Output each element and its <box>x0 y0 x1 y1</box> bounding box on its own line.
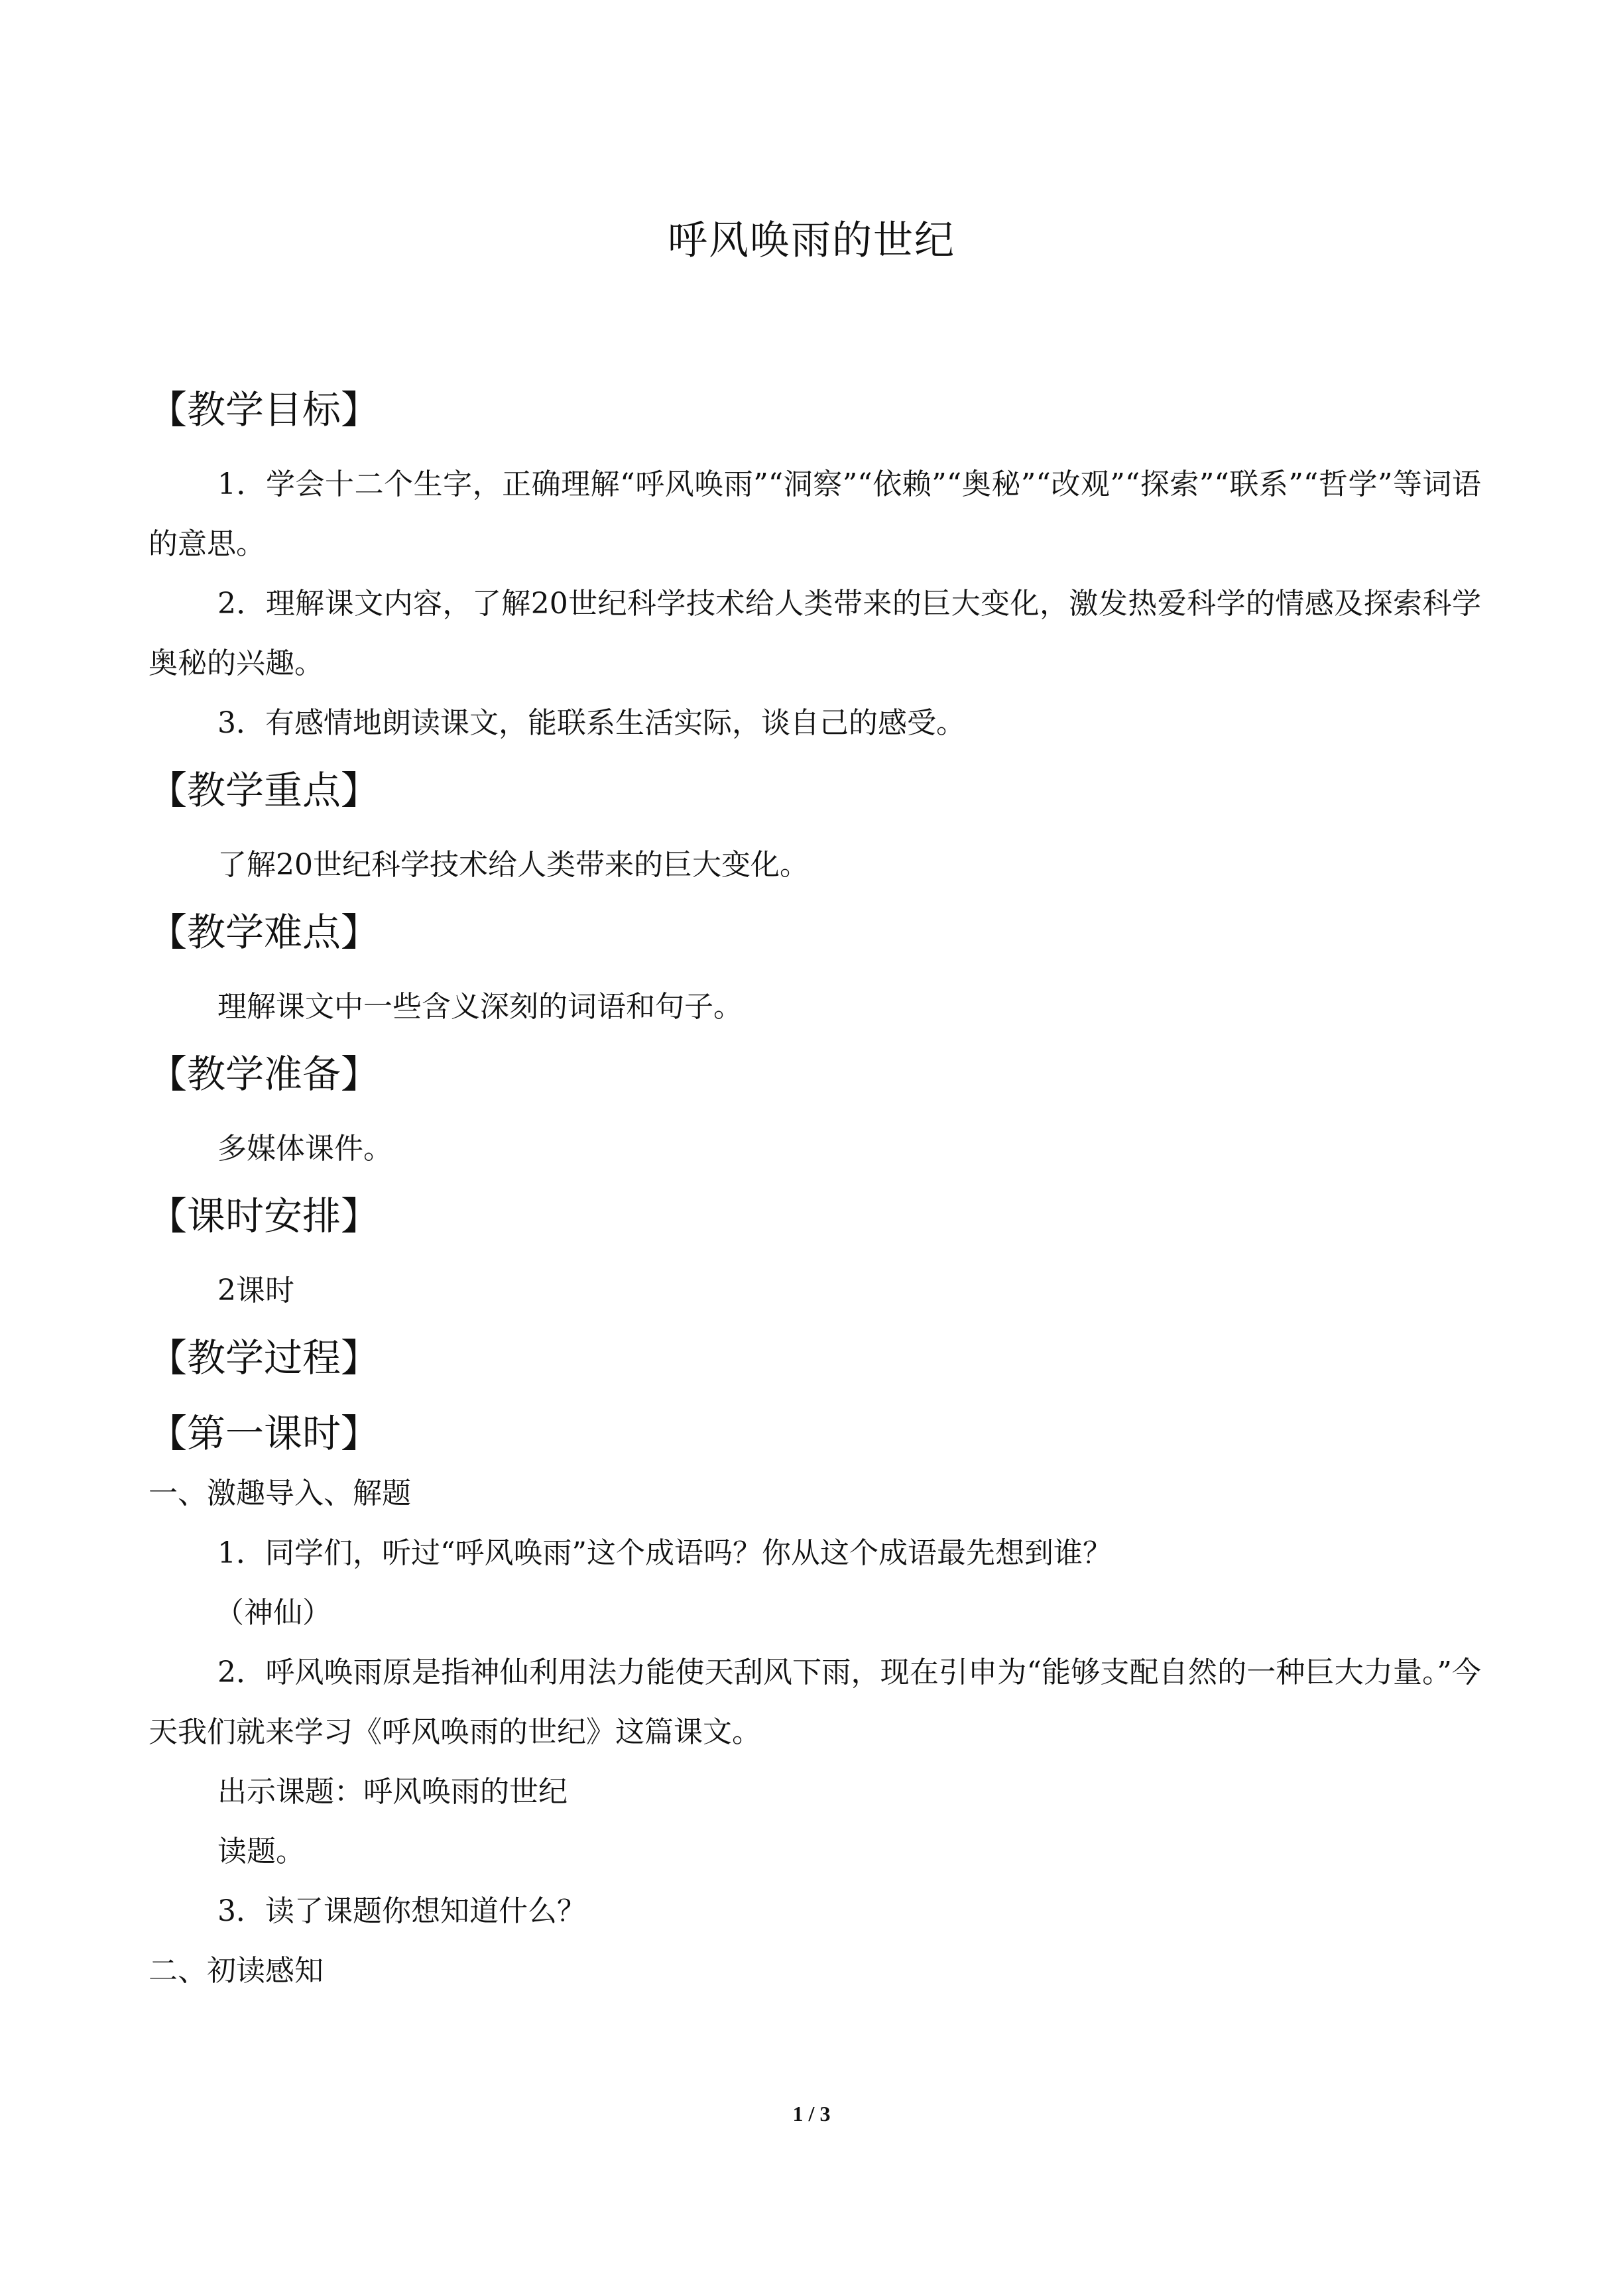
lesson1-question-2: 2．呼风唤雨原是指神仙利用法力能使天刮风下雨，现在引申为“能够支配自然的一种巨大力量。”今天我们就来学习《呼风唤雨的世纪》这篇课文。 <box>149 1656 1481 1749</box>
document-title: 呼风唤雨的世纪 <box>668 217 955 264</box>
section-heading-key-points: 【教学重点】 <box>149 768 380 813</box>
lesson1-part2-title: 二、初读感知 <box>149 1954 324 1988</box>
preparation-text: 多媒体课件。 <box>217 1132 392 1166</box>
lesson1-part1-title: 一、激趣导入、解题 <box>149 1477 411 1510</box>
page-number: 1 / 3 <box>792 2102 831 2126</box>
section-heading-difficulties: 【教学难点】 <box>149 910 380 955</box>
difficulties-text: 理解课文中一些含义深刻的词语和句子。 <box>217 990 743 1024</box>
schedule-text: 2课时 <box>217 1274 294 1307</box>
lesson1-read-title: 读题。 <box>217 1835 305 1868</box>
lesson1-show-title: 出示课题：呼风唤雨的世纪 <box>217 1775 568 1809</box>
section-heading-preparation: 【教学准备】 <box>149 1052 380 1097</box>
section-heading-lesson1: 【第一课时】 <box>149 1411 380 1456</box>
lesson1-question-1: 1．同学们，听过“呼风唤雨”这个成语吗？你从这个成语最先想到谁？ <box>217 1536 1112 1570</box>
section-heading-schedule: 【课时安排】 <box>149 1193 380 1239</box>
lesson1-question-3: 3．读了课题你想知道什么？ <box>217 1894 586 1928</box>
section-heading-process: 【教学过程】 <box>149 1335 380 1380</box>
objective-item-3: 3．有感情地朗读课文，能联系生活实际，谈自己的感受。 <box>217 706 965 740</box>
document-body <box>149 379 1481 2001</box>
section-heading-objectives: 【教学目标】 <box>149 387 380 432</box>
objective-item-1: 1．学会十二个生字，正确理解“呼风唤雨”“洞察”“依赖”“奥秘”“改观”“探索”“联系”“哲学”等词语的意思。 <box>149 467 1481 561</box>
key-points-text: 了解20世纪科学技术给人类带来的巨大变化。 <box>217 848 809 882</box>
lesson1-answer-1: （神仙） <box>215 1596 331 1630</box>
objective-item-2: 2．理解课文内容，了解20世纪科学技术给人类带来的巨大变化，激发热爱科学的情感及探索科学奥秘的兴趣。 <box>149 587 1481 680</box>
